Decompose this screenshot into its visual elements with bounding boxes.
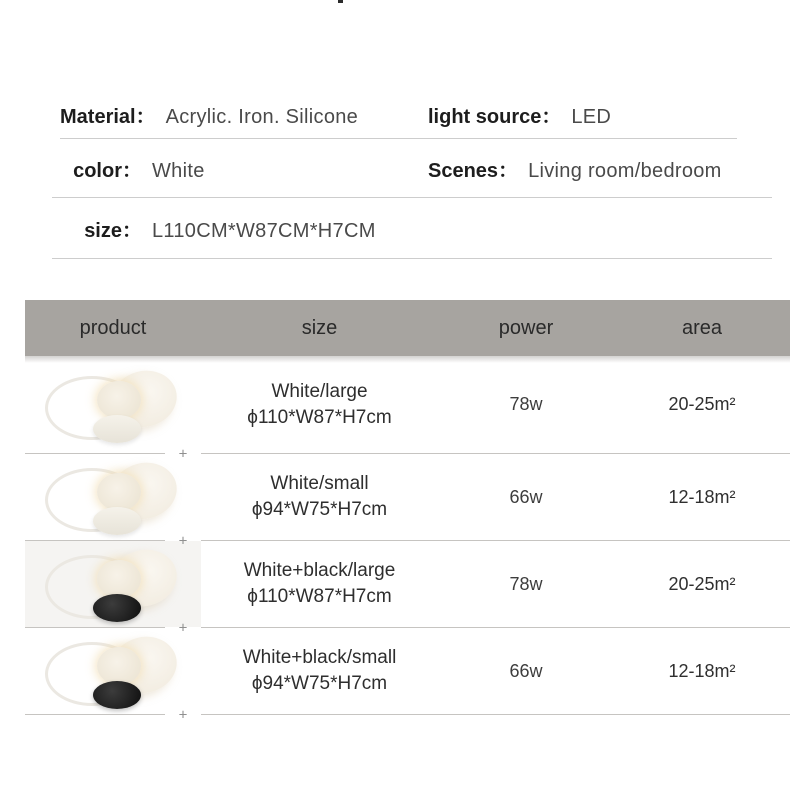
variant-name: White/large [271,380,368,402]
plus-marker: + [178,445,188,462]
colon: ： [122,159,142,182]
divider-line [201,714,790,715]
colon: ： [122,219,142,242]
plus-marker: + [178,706,188,723]
lamp-disc-small [93,507,141,535]
product-image-cell [25,454,201,540]
ceiling-lamp-white-large [37,367,187,443]
table-body [25,356,790,723]
lamp-disc-medium [97,381,141,419]
product-spec-table [25,300,790,723]
power-value: 66w [509,660,543,681]
lamp-disc-medium [97,473,141,511]
cropped-image-edge-artifact [338,0,343,3]
divider-line [201,540,790,541]
row-divider [25,532,790,549]
size-cell [201,379,438,431]
row-divider [25,445,790,462]
variant-name: White/small [270,473,369,494]
product-image-cell [25,356,201,453]
lamp-disc-small [93,594,141,622]
column-header-product: product [79,316,147,339]
material-label: Material： [60,105,156,128]
light-source-value: LED [571,105,612,128]
ceiling-lamp-white-black-large [37,546,187,622]
colon: ： [541,105,562,128]
spec-row-material [60,90,737,139]
size-cell [201,645,438,697]
plus-marker: + [178,619,188,636]
spec-pair [428,154,722,183]
area-value: 12-18m² [668,486,736,507]
spec-pair [52,154,205,183]
product-image-cell [25,541,201,627]
area-value: 12-18m² [668,660,736,681]
spec-row-color [52,139,772,198]
lamp-disc-small [93,681,141,709]
size-cell [201,471,438,523]
divider-line [201,453,790,454]
divider-line [201,627,790,628]
lamp-disc-medium [97,560,141,598]
table-row [25,454,790,540]
colon: ： [135,105,156,128]
area-value: 20-25m² [668,394,736,414]
spec-section [0,0,800,259]
variant-name: White+black/large [243,560,396,581]
size-value: L110CM*W87CM*H7CM [152,219,376,242]
ceiling-lamp-white-black-small [37,633,187,709]
divider-line [25,627,165,628]
area-value: 20-25m² [668,573,736,594]
color-value: White [152,159,205,182]
power-value: 66w [509,486,543,507]
table-row [25,356,790,453]
column-header-area: area [681,316,722,339]
variant-dimensions: ϕ110*W87*H7cm [247,406,392,428]
divider-line [25,453,165,454]
row-divider [25,706,790,723]
spec-pair [60,100,358,129]
colon: ： [498,159,519,182]
scenes-value: Living room/bedroom [528,159,722,182]
size-label: size： [84,219,142,242]
size-cell [201,558,438,610]
variant-name: White+black/small [242,647,397,668]
variant-dimensions: ϕ94*W75*H7cm [251,673,388,694]
power-value: 78w [509,573,543,594]
scenes-label: Scenes： [428,159,519,182]
row-divider [25,619,790,636]
divider-line [25,714,165,715]
variant-dimensions: ϕ94*W75*H7cm [251,499,388,520]
variant-dimensions: ϕ110*W87*H7cm [247,586,392,607]
lamp-disc-medium [97,647,141,685]
power-value: 78w [509,394,543,414]
ceiling-lamp-white-small [37,459,187,535]
spec-row-size [52,198,772,259]
lamp-disc-small [93,415,141,443]
product-image-cell [25,628,201,714]
table-row [25,541,790,627]
plus-marker: + [178,532,188,549]
spec-pair [52,214,376,243]
column-header-size: size [301,316,338,339]
divider-line [25,540,165,541]
table-row [25,628,790,714]
spec-pair [428,100,611,129]
table-header [25,300,790,356]
color-label: color： [73,159,142,182]
material-value: Acrylic. Iron. Silicone [165,105,359,128]
column-header-power: power [498,316,554,339]
light-source-label: light source： [428,105,562,128]
